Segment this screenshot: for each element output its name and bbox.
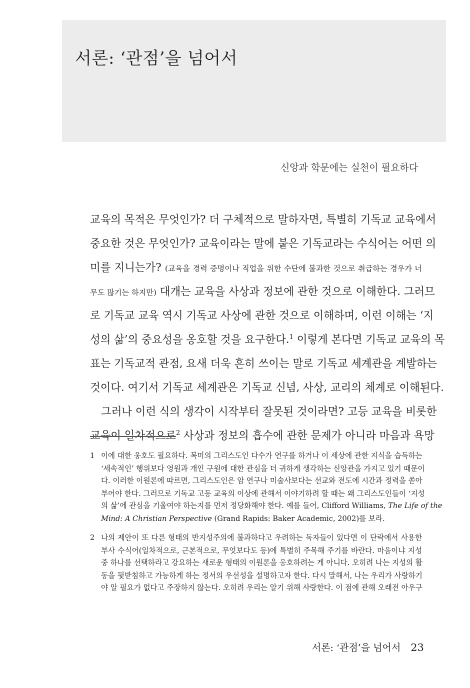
- body-line-3-aside: (교육을 경력 증명이나 직업을 위한 수단에 불과한 것으로 취급하는 경우가 너: [164, 264, 422, 273]
- body-line-8: 것이다. 여기서 기독교 세계관은 기독교 신념, 사상, 교리의 체계로 이해된다.: [90, 381, 444, 394]
- body-line-10-text-a: 교육이 일차적으로: [90, 429, 176, 442]
- body-line-3-text: 미를 지니는가?: [90, 261, 165, 274]
- footnote-2-text-1: 나의 제안이 또 다른 형태의 반지성주의에 불과하다고 우려하는 독자들이 있다면 이 단락에서 사용한: [101, 533, 422, 542]
- chapter-subtitle: 신앙과 학문에는 실천이 필요하다: [280, 163, 418, 174]
- body-line-4-aside: 무도 많기는 하지만): [90, 288, 157, 297]
- body-line-4: [90, 280, 435, 304]
- body-text: [90, 208, 445, 448]
- chapter-header-band: [62, 20, 446, 142]
- body-line-10-text-b: 사상과 정보의 흡수에 관한 문제가 아니라 마음과 욕망: [180, 429, 435, 442]
- footnote-2-line-5: 야 알 필요가 없다고 주장하지 않는다. 오히려 우리는 알기 위해 사랑한다. 이 점에 관해 오래전 아우구: [101, 583, 423, 592]
- body-line-1: 교육의 목적은 무엇인가? 더 구체적으로 말하자면, 특별히 기독교 교육에서: [90, 213, 437, 226]
- body-line-6-text-b: 이렇게 본다면 기독교 교육의 목: [293, 333, 445, 346]
- footnote-1-line-4: 부어야 한다. 그러므로 기독교 고등 교육의 이상에 관해서 이야기하려 할 때는 왜 그리스도인들이 ‘지성: [101, 488, 425, 498]
- body-line-5: 로 기독교 교육 역시 기독교 사상에 관한 것으로 이해하며, 이런 이해는 ‘지: [90, 309, 434, 322]
- footnote-1-number: 1: [90, 451, 95, 460]
- body-line-9: 그러나 이런 식의 생각이 시작부터 잘못된 것이라면? 고등 교육을 비롯한: [101, 405, 437, 418]
- footnote-1-line-2: ‘세속적인’ 행위보다 영원과 개인 구원에 대한 관심을 더 귀하게 생각하는 신앙관을 가지고 있기 때문이: [101, 463, 425, 473]
- footnote-2: [90, 532, 422, 595]
- footnote-1: [90, 450, 443, 525]
- running-title: 서론: ‘관점’을 넘어서: [311, 643, 401, 654]
- body-line-4-text: 대개는 교육을 사상과 정보에 관한 것으로 이해한다. 그러므: [156, 285, 435, 298]
- footnote-2-line-4: 동을 뒷받침하고 가능하게 하는 정서의 우선성을 설명하고자 한다. 다시 말해서, 나는 우리가 사랑하기: [101, 570, 423, 580]
- footnote-divider: [90, 436, 176, 437]
- footnote-1-line-1: [90, 450, 422, 463]
- footnote-1-text-5: 의 삶’에 관심을 기울여야 하는지를 먼저 정당화해야 한다. 예를 들어, Clifford Williams,: [101, 501, 389, 510]
- page-number: 23: [410, 642, 424, 654]
- body-line-3: [90, 256, 422, 280]
- footnote-1-line-3: 다. 이러한 이원론에 따르면, 그리스도인은 암 연구나 미술사보다는 선교와 전도에 시간과 정력을 쏟아: [101, 476, 423, 485]
- footnote-ref-2[interactable]: 2: [176, 429, 181, 437]
- footnote-2-number: 2: [90, 533, 95, 542]
- footnote-1-book-title-a: The Life of the: [388, 501, 443, 510]
- footnote-1-text-6: (Grand Rapids: Baker Academic, 2002)를 보라.: [211, 513, 385, 523]
- footnote-1-line-5: [90, 500, 443, 513]
- body-line-6: [90, 328, 445, 352]
- footnote-1-line-6: [90, 513, 422, 526]
- page-footer: [312, 640, 424, 654]
- body-line-2: 중요한 것은 무엇인가? 교육이라는 말에 붙은 기독교라는 수식어는 어떤 의: [90, 237, 437, 250]
- chapter-title: 서론: ‘관점’을 넘어서: [75, 49, 238, 69]
- footnote-ref-1[interactable]: 1: [289, 333, 294, 341]
- body-line-6-text-a: 성의 삶’의 중요성을 옹호할 것을 요구한다.: [90, 333, 290, 346]
- footnote-1-text-1: 이에 대한 웅호도 필요하다. 복미의 그리스도인 다수가 연구를 하거나 이 세상에 관한 지식을 습득하는: [101, 451, 423, 460]
- footnote-2-line-1: [90, 532, 422, 545]
- footnote-2-line-2: 부사 수식어(일차적으로, 근본적으로, 무엇보다도 등)에 특별히 주목해 주기를 바란다. 마음이냐 지성: [101, 545, 422, 555]
- footnote-2-line-3: 중 하나를 선택하라고 강요하는 새로운 형태의 이원론을 옹호하려는 게 아니다. 오히려 나는 지성의 활: [101, 558, 423, 567]
- body-line-7: 표는 기독교적 관점, 요새 더욱 흔히 쓰이는 말로 기독교 세계관을 계발하는: [90, 357, 438, 370]
- footnote-1-book-title-b: Mind: A Christian Perspective: [101, 513, 212, 523]
